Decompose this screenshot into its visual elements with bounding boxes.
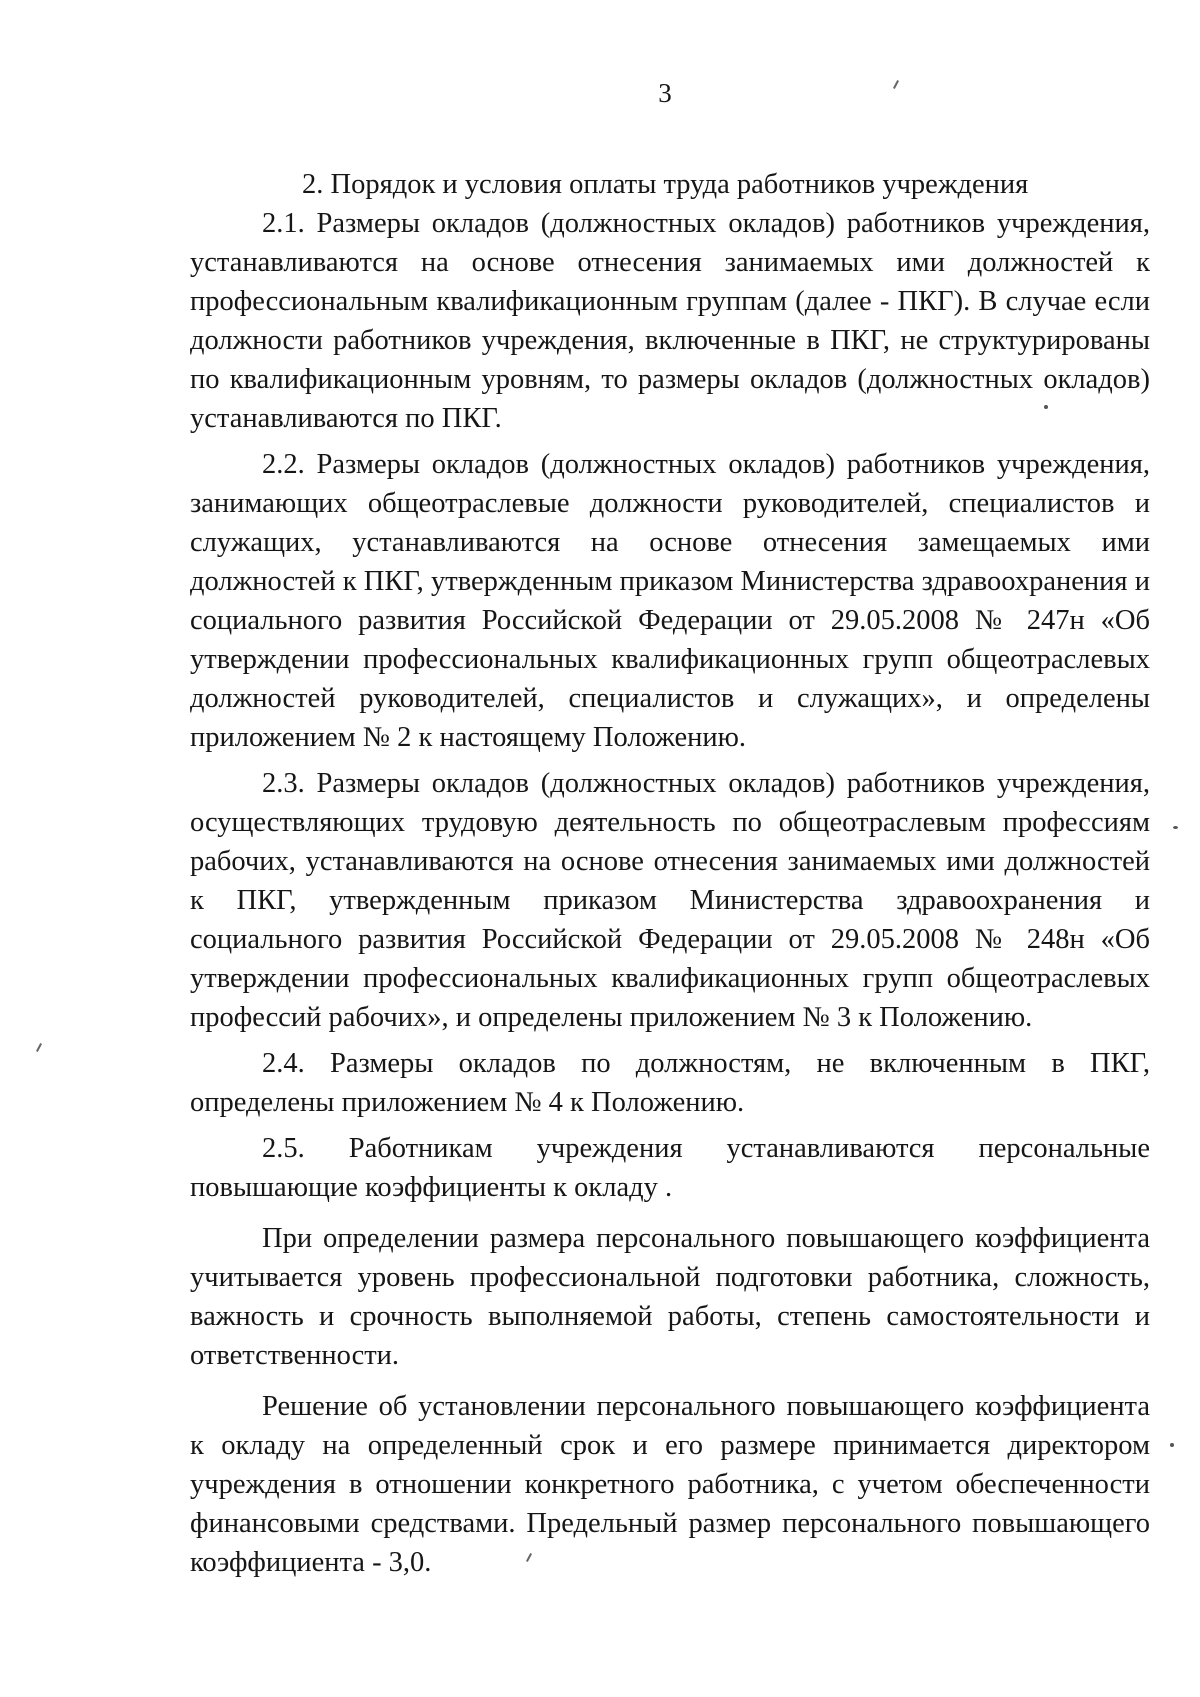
paragraph-coefficient-factors: При определении размера персонального повышающего коэффициента учитывается уровень профессиональной подготовки работника, сложность, важность и срочность выполняемой работы, степень самостоятельности и ответственности. xyxy=(190,1223,1150,1371)
paragraph-2-2: 2.2. Размеры окладов (должностных окладов) работников учреждения, занимающих общеотраслевые должности руководителей, специалистов и служащих, устанавливаются на основе отнесения замещаемых ими должностей к ПКГ, утвержденным приказом Министерства здравоохранения и социального развития Российской Федерации от 29.05.2008 № 247н «Об утверждении профессиональных квалификационных групп общеотраслевых должностей руководителей, специалистов и служащих», и определены приложением № 2 к настоящему Положению. xyxy=(190,449,1150,753)
section-heading: 2. Порядок и условия оплаты труда работников учреждения xyxy=(302,169,1029,200)
scan-speck xyxy=(1170,1443,1174,1447)
paragraph-2-1: 2.1. Размеры окладов (должностных окладов) работников учреждения, устанавливаются на основе отнесения занимаемых ими должностей к профессиональным квалификационным группам (далее - ПКГ). В случае если должности работников учреждения, включенные в ПКГ, не структурированы по квалификационным уровням, то размеры окладов (должностных окладов) устанавливаются по ПКГ. xyxy=(190,208,1150,434)
paragraph-2-5: 2.5. Работникам учреждения устанавливаются персональные повышающие коэффициенты к окладу . xyxy=(190,1133,1150,1203)
document-body xyxy=(190,165,1150,1582)
paragraph-2-3: 2.3. Размеры окладов (должностных окладов) работников учреждения, осуществляющих трудовую деятельность по общеотраслевым профессиям рабочих, устанавливаются на основе отнесения занимаемых ими должностей к ПКГ, утвержденным приказом Министерства здравоохранения и социального развития Российской Федерации от 29.05.2008 № 248н «Об утверждении профессиональных квалификационных групп общеотраслевых профессий рабочих», и определены приложением № 3 к Положению. xyxy=(190,768,1150,1033)
scan-speck xyxy=(1173,826,1178,829)
paragraph-2-4: 2.4. Размеры окладов по должностям, не включенным в ПКГ, определены приложением № 4 к Положению. xyxy=(190,1048,1150,1118)
paragraph-coefficient-decision: Решение об установлении персонального повышающего коэффициента к окладу на определенный срок и его размере принимается директором учреждения в отношении конкретного работника, с учетом обеспеченности финансовыми средствами. Предельный размер персонального повышающего коэффициента - 3,0. xyxy=(190,1391,1150,1578)
scan-mark xyxy=(36,1043,42,1052)
page-number: 3 xyxy=(658,78,672,108)
